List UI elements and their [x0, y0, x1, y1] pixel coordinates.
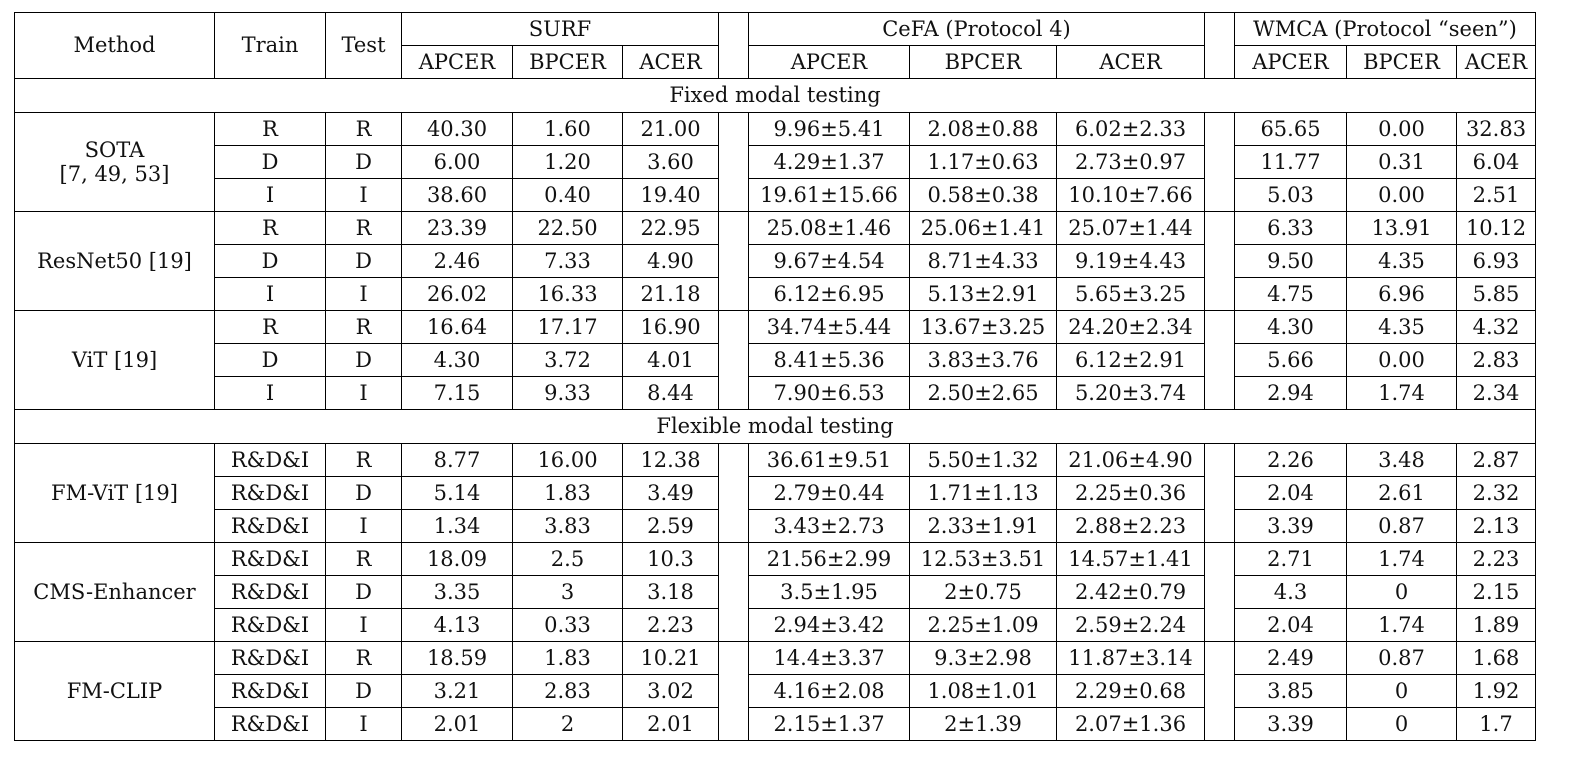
value-cell: 2.42±0.79 — [1057, 576, 1205, 609]
value-cell: 9.33 — [513, 377, 623, 410]
value-cell: 0 — [1347, 708, 1457, 741]
value-cell: 0 — [1347, 675, 1457, 708]
value-cell: 2.59±2.24 — [1057, 609, 1205, 642]
value-cell: 16.33 — [513, 278, 623, 311]
value-cell: 5.13±2.91 — [910, 278, 1057, 311]
method-name — [15, 212, 215, 311]
value-cell: 25.08±1.46 — [749, 212, 910, 245]
table-row — [15, 278, 1536, 311]
value-cell: 4.75 — [1235, 278, 1347, 311]
method-name — [15, 543, 215, 642]
value-cell: 3.18 — [623, 576, 719, 609]
value-cell: 1.7 — [1457, 708, 1536, 741]
value-cell: 2.04 — [1235, 609, 1347, 642]
gap-cell — [1205, 444, 1235, 543]
value-cell: 1.83 — [513, 477, 623, 510]
value-cell: 3.83±3.76 — [910, 344, 1057, 377]
value-cell: 2.49 — [1235, 642, 1347, 675]
gap-cell — [719, 444, 749, 543]
value-cell: 5.85 — [1457, 278, 1536, 311]
method-name-line: ResNet50 [19] — [37, 248, 192, 273]
value-cell: 11.87±3.14 — [1057, 642, 1205, 675]
header-metric: APCER — [402, 46, 513, 79]
value-cell: 5.65±3.25 — [1057, 278, 1205, 311]
method-name — [15, 444, 215, 543]
gap-cell — [1205, 212, 1235, 311]
value-cell: 5.14 — [402, 477, 513, 510]
value-cell: 2.71 — [1235, 543, 1347, 576]
value-cell: 2.26 — [1235, 444, 1347, 477]
value-cell: 3.39 — [1235, 708, 1347, 741]
value-cell: 6.02±2.33 — [1057, 113, 1205, 146]
value-cell: 22.50 — [513, 212, 623, 245]
value-cell: 3.35 — [402, 576, 513, 609]
value-cell: 8.41±5.36 — [749, 344, 910, 377]
value-cell: 1.68 — [1457, 642, 1536, 675]
value-cell: 3.02 — [623, 675, 719, 708]
gap-cell — [719, 543, 749, 642]
value-cell: 2.32 — [1457, 477, 1536, 510]
value-cell: 2±0.75 — [910, 576, 1057, 609]
value-cell: 3.5±1.95 — [749, 576, 910, 609]
value-cell: 2.83 — [1457, 344, 1536, 377]
value-cell: 18.09 — [402, 543, 513, 576]
table-row — [15, 377, 1536, 410]
value-cell: 2.01 — [402, 708, 513, 741]
test-cell: D — [326, 344, 402, 377]
train-cell: R — [215, 113, 326, 146]
test-cell: D — [326, 675, 402, 708]
value-cell: 40.30 — [402, 113, 513, 146]
table-row — [15, 543, 1536, 576]
header-metric: BPCER — [513, 46, 623, 79]
train-cell: R&D&I — [215, 510, 326, 543]
table-row — [15, 179, 1536, 212]
table-row — [15, 146, 1536, 179]
value-cell: 4.16±2.08 — [749, 675, 910, 708]
value-cell: 4.01 — [623, 344, 719, 377]
test-cell: R — [326, 444, 402, 477]
test-cell: R — [326, 642, 402, 675]
value-cell: 2±1.39 — [910, 708, 1057, 741]
table-row — [15, 444, 1536, 477]
value-cell: 4.30 — [1235, 311, 1347, 344]
value-cell: 0.00 — [1347, 113, 1457, 146]
value-cell: 9.50 — [1235, 245, 1347, 278]
value-cell: 34.74±5.44 — [749, 311, 910, 344]
train-cell: R&D&I — [215, 444, 326, 477]
value-cell: 19.61±15.66 — [749, 179, 910, 212]
value-cell: 2.46 — [402, 245, 513, 278]
test-cell: R — [326, 543, 402, 576]
table-row — [15, 510, 1536, 543]
table-row — [15, 642, 1536, 675]
header-group-surf: SURF — [402, 13, 719, 46]
header-test: Test — [326, 13, 402, 79]
gap-cell — [1205, 543, 1235, 642]
value-cell: 2.61 — [1347, 477, 1457, 510]
value-cell: 3.83 — [513, 510, 623, 543]
value-cell: 2.07±1.36 — [1057, 708, 1205, 741]
value-cell: 5.66 — [1235, 344, 1347, 377]
gap-cell — [719, 642, 749, 741]
value-cell: 4.3 — [1235, 576, 1347, 609]
value-cell: 1.17±0.63 — [910, 146, 1057, 179]
value-cell: 11.77 — [1235, 146, 1347, 179]
method-name-line: [7, 49, 53] — [59, 162, 170, 186]
value-cell: 14.4±3.37 — [749, 642, 910, 675]
value-cell: 3.43±2.73 — [749, 510, 910, 543]
value-cell: 2.23 — [623, 609, 719, 642]
value-cell: 24.20±2.34 — [1057, 311, 1205, 344]
table-row — [15, 344, 1536, 377]
value-cell: 2.15±1.37 — [749, 708, 910, 741]
header-metric: ACER — [1457, 46, 1536, 79]
header-metric: BPCER — [1347, 46, 1457, 79]
value-cell: 2.34 — [1457, 377, 1536, 410]
value-cell: 2.79±0.44 — [749, 477, 910, 510]
value-cell: 12.38 — [623, 444, 719, 477]
value-cell: 0.00 — [1347, 344, 1457, 377]
gap-cell — [719, 113, 749, 212]
value-cell: 14.57±1.41 — [1057, 543, 1205, 576]
value-cell: 7.90±6.53 — [749, 377, 910, 410]
value-cell: 3.49 — [623, 477, 719, 510]
value-cell: 3.21 — [402, 675, 513, 708]
table-row — [15, 113, 1536, 146]
test-cell: D — [326, 146, 402, 179]
value-cell: 2.29±0.68 — [1057, 675, 1205, 708]
value-cell: 2.87 — [1457, 444, 1536, 477]
value-cell: 6.12±6.95 — [749, 278, 910, 311]
value-cell: 1.34 — [402, 510, 513, 543]
value-cell: 4.32 — [1457, 311, 1536, 344]
value-cell: 4.13 — [402, 609, 513, 642]
value-cell: 2.15 — [1457, 576, 1536, 609]
value-cell: 38.60 — [402, 179, 513, 212]
table-row — [15, 609, 1536, 642]
gap-cell — [1205, 642, 1235, 741]
value-cell: 2.08±0.88 — [910, 113, 1057, 146]
header-metric: ACER — [623, 46, 719, 79]
value-cell: 65.65 — [1235, 113, 1347, 146]
value-cell: 6.96 — [1347, 278, 1457, 311]
test-cell: I — [326, 179, 402, 212]
train-cell: D — [215, 344, 326, 377]
header-group-cefa: CeFA (Protocol 4) — [749, 13, 1205, 46]
section-row — [15, 410, 1536, 444]
train-cell: D — [215, 245, 326, 278]
value-cell: 3.48 — [1347, 444, 1457, 477]
value-cell: 1.83 — [513, 642, 623, 675]
value-cell: 10.21 — [623, 642, 719, 675]
value-cell: 6.04 — [1457, 146, 1536, 179]
test-cell: R — [326, 311, 402, 344]
header-group-wmca: WMCA (Protocol “seen”) — [1235, 13, 1536, 46]
value-cell: 2.25±0.36 — [1057, 477, 1205, 510]
section-title: Flexible modal testing — [15, 410, 1536, 444]
header-gap — [719, 13, 749, 79]
value-cell: 6.12±2.91 — [1057, 344, 1205, 377]
value-cell: 2.23 — [1457, 543, 1536, 576]
value-cell: 2.59 — [623, 510, 719, 543]
table-row — [15, 212, 1536, 245]
value-cell: 32.83 — [1457, 113, 1536, 146]
value-cell: 2.94±3.42 — [749, 609, 910, 642]
value-cell: 22.95 — [623, 212, 719, 245]
section-row — [15, 79, 1536, 113]
value-cell: 5.50±1.32 — [910, 444, 1057, 477]
table-row — [15, 245, 1536, 278]
header-gap — [1205, 13, 1235, 79]
value-cell: 1.08±1.01 — [910, 675, 1057, 708]
value-cell: 8.44 — [623, 377, 719, 410]
value-cell: 9.67±4.54 — [749, 245, 910, 278]
value-cell: 2.73±0.97 — [1057, 146, 1205, 179]
value-cell: 18.59 — [402, 642, 513, 675]
value-cell: 23.39 — [402, 212, 513, 245]
value-cell: 25.07±1.44 — [1057, 212, 1205, 245]
train-cell: R&D&I — [215, 477, 326, 510]
value-cell: 2.94 — [1235, 377, 1347, 410]
value-cell: 1.74 — [1347, 543, 1457, 576]
value-cell: 10.10±7.66 — [1057, 179, 1205, 212]
value-cell: 6.00 — [402, 146, 513, 179]
value-cell: 0.58±0.38 — [910, 179, 1057, 212]
value-cell: 4.35 — [1347, 245, 1457, 278]
value-cell: 0.00 — [1347, 179, 1457, 212]
test-cell: I — [326, 708, 402, 741]
gap-cell — [719, 311, 749, 410]
value-cell: 19.40 — [623, 179, 719, 212]
value-cell: 3 — [513, 576, 623, 609]
value-cell: 6.33 — [1235, 212, 1347, 245]
value-cell: 4.35 — [1347, 311, 1457, 344]
method-name-line: FM-CLIP — [66, 678, 163, 703]
value-cell: 21.06±4.90 — [1057, 444, 1205, 477]
value-cell: 7.15 — [402, 377, 513, 410]
value-cell: 3.85 — [1235, 675, 1347, 708]
train-cell: R — [215, 212, 326, 245]
value-cell: 17.17 — [513, 311, 623, 344]
header-method: Method — [15, 13, 215, 79]
value-cell: 1.20 — [513, 146, 623, 179]
gap-cell — [1205, 113, 1235, 212]
train-cell: R&D&I — [215, 543, 326, 576]
value-cell: 2.83 — [513, 675, 623, 708]
value-cell: 1.60 — [513, 113, 623, 146]
value-cell: 0.31 — [1347, 146, 1457, 179]
value-cell: 10.12 — [1457, 212, 1536, 245]
train-cell: R&D&I — [215, 642, 326, 675]
value-cell: 13.91 — [1347, 212, 1457, 245]
value-cell: 2.13 — [1457, 510, 1536, 543]
method-name-line: FM-ViT [19] — [51, 480, 178, 505]
value-cell: 1.71±1.13 — [910, 477, 1057, 510]
method-name-line: SOTA — [84, 137, 145, 162]
test-cell: R — [326, 212, 402, 245]
results-table — [14, 12, 1536, 741]
table-row — [15, 708, 1536, 741]
value-cell: 16.64 — [402, 311, 513, 344]
value-cell: 10.3 — [623, 543, 719, 576]
test-cell: D — [326, 477, 402, 510]
train-cell: R&D&I — [215, 675, 326, 708]
header-metric: ACER — [1057, 46, 1205, 79]
value-cell: 2.88±2.23 — [1057, 510, 1205, 543]
test-cell: D — [326, 576, 402, 609]
train-cell: R&D&I — [215, 576, 326, 609]
train-cell: I — [215, 278, 326, 311]
test-cell: I — [326, 278, 402, 311]
value-cell: 13.67±3.25 — [910, 311, 1057, 344]
gap-cell — [1205, 311, 1235, 410]
value-cell: 2.04 — [1235, 477, 1347, 510]
value-cell: 9.96±5.41 — [749, 113, 910, 146]
table-row — [15, 576, 1536, 609]
header-train: Train — [215, 13, 326, 79]
test-cell: I — [326, 377, 402, 410]
train-cell: R — [215, 311, 326, 344]
header-row-groups — [15, 13, 1536, 46]
value-cell: 0.87 — [1347, 510, 1457, 543]
section-title: Fixed modal testing — [15, 79, 1536, 113]
train-cell: I — [215, 377, 326, 410]
value-cell: 4.90 — [623, 245, 719, 278]
train-cell: R&D&I — [215, 609, 326, 642]
value-cell: 2.51 — [1457, 179, 1536, 212]
value-cell: 16.00 — [513, 444, 623, 477]
value-cell: 5.03 — [1235, 179, 1347, 212]
test-cell: R — [326, 113, 402, 146]
value-cell: 2.01 — [623, 708, 719, 741]
value-cell: 0 — [1347, 576, 1457, 609]
value-cell: 6.93 — [1457, 245, 1536, 278]
value-cell: 2.5 — [513, 543, 623, 576]
method-name-line: CMS-Enhancer — [33, 579, 196, 604]
value-cell: 36.61±9.51 — [749, 444, 910, 477]
value-cell: 5.20±3.74 — [1057, 377, 1205, 410]
table-row — [15, 675, 1536, 708]
train-cell: I — [215, 179, 326, 212]
gap-cell — [719, 212, 749, 311]
method-name-line: ViT [19] — [71, 347, 158, 372]
value-cell: 9.19±4.43 — [1057, 245, 1205, 278]
value-cell: 3.39 — [1235, 510, 1347, 543]
test-cell: I — [326, 609, 402, 642]
train-cell: R&D&I — [215, 708, 326, 741]
value-cell: 4.30 — [402, 344, 513, 377]
value-cell: 25.06±1.41 — [910, 212, 1057, 245]
value-cell: 3.60 — [623, 146, 719, 179]
value-cell: 2.25±1.09 — [910, 609, 1057, 642]
test-cell: D — [326, 245, 402, 278]
train-cell: D — [215, 146, 326, 179]
value-cell: 0.33 — [513, 609, 623, 642]
value-cell: 21.18 — [623, 278, 719, 311]
value-cell: 1.74 — [1347, 377, 1457, 410]
value-cell: 8.77 — [402, 444, 513, 477]
value-cell: 1.92 — [1457, 675, 1536, 708]
method-name — [15, 642, 215, 741]
value-cell: 21.56±2.99 — [749, 543, 910, 576]
header-metric: APCER — [749, 46, 910, 79]
value-cell: 2 — [513, 708, 623, 741]
header-metric: BPCER — [910, 46, 1057, 79]
value-cell: 7.33 — [513, 245, 623, 278]
value-cell: 8.71±4.33 — [910, 245, 1057, 278]
value-cell: 3.72 — [513, 344, 623, 377]
table-row — [15, 477, 1536, 510]
table-row — [15, 311, 1536, 344]
value-cell: 16.90 — [623, 311, 719, 344]
value-cell: 9.3±2.98 — [910, 642, 1057, 675]
value-cell: 0.40 — [513, 179, 623, 212]
value-cell: 4.29±1.37 — [749, 146, 910, 179]
value-cell: 0.87 — [1347, 642, 1457, 675]
value-cell: 2.50±2.65 — [910, 377, 1057, 410]
test-cell: I — [326, 510, 402, 543]
value-cell: 2.33±1.91 — [910, 510, 1057, 543]
method-name — [15, 113, 215, 212]
value-cell: 26.02 — [402, 278, 513, 311]
header-metric: APCER — [1235, 46, 1347, 79]
value-cell: 21.00 — [623, 113, 719, 146]
value-cell: 1.74 — [1347, 609, 1457, 642]
method-name — [15, 311, 215, 410]
value-cell: 12.53±3.51 — [910, 543, 1057, 576]
value-cell: 1.89 — [1457, 609, 1536, 642]
